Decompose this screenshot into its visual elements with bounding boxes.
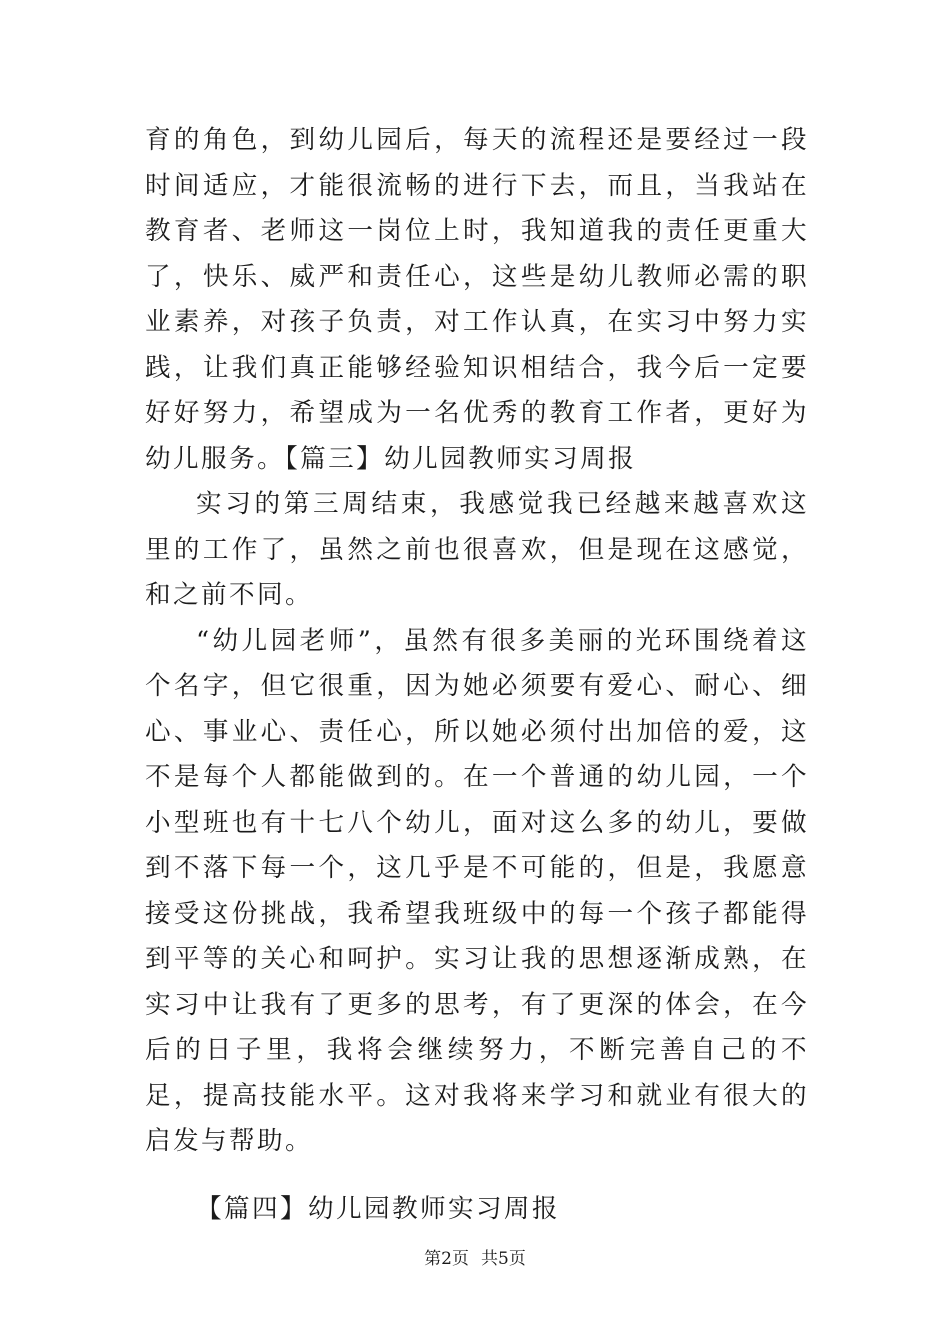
paragraph-1: 育的角色，到幼儿园后，每天的流程还是要经过一段时间适应，才能很流畅的进行下去，而且，当我站在教育者、老师这一岗位上时，我知道我的责任更重大了，快乐、威严和责任心，这些是幼儿教师必需的职业素养，对孩子负责，对工作认真，在实习中努力实践，让我们真正能够经验知识相结合，我今后一定要好好努力，希望成为一名优秀的教育工作者，更好为幼儿服务。【篇三】幼儿园教师实习周报 (145, 125, 809, 474)
page-total: 共5页 (481, 1249, 526, 1269)
paragraph-2: 实习的第三周结束，我感觉我已经越来越喜欢这里的工作了，虽然之前也很喜欢，但是现在这感觉，和之前不同。 (145, 489, 809, 610)
page-footer (0, 1244, 950, 1269)
document-body (145, 118, 809, 1232)
paragraph-3: “幼儿园老师”，虽然有很多美丽的光环围绕着这个名字，但它很重，因为她必须要有爱心、耐心、细心、事业心、责任心，所以她必须付出加倍的爱，这不是每个人都能做到的。在一个普通的幼儿园，一个小型班也有十七八个幼儿，面对这么多的幼儿，要做到不落下每一个，这几乎是不可能的，但是，我愿意接受这份挑战，我希望我班级中的每一个孩子都能得到平等的关心和呵护。实习让我的思想逐渐成熟，在实习中让我有了更多的思考，有了更深的体会，在今后的日子里，我将会继续努力，不断完善自己的不足，提高技能水平。这对我将来学习和就业有很大的启发与帮助。 (145, 625, 809, 1156)
page-number: 第2页 (424, 1249, 469, 1269)
section-heading-part-four: 【篇四】幼儿园教师实习周报 (196, 1193, 560, 1224)
